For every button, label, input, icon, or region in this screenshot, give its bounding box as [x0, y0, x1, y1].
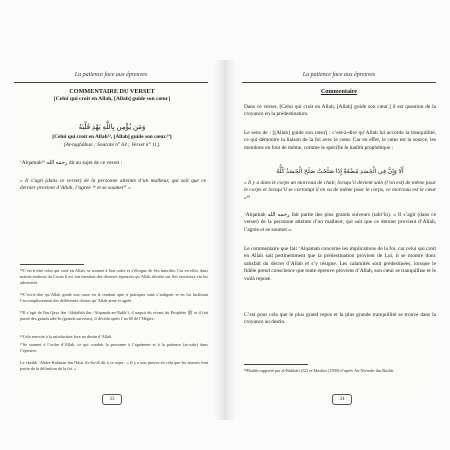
footnote-14: ¹⁴C’est-à-dire qu’Allah guide son cœur en le rendant apte à pratiquer sans s’indigner et en lui facilitant l’accomplissement des différentes choses qu’Allah aime et agrée. — [20, 292, 208, 303]
footnote-15: ¹⁵Il s’agit de Ibn Qays ibn ‘Abdallah ibn ‘Alqamah an-Nakh‘î, il naquit du vivant du Prophète ﷺ et il fait partie des grands tâbi‘în (grands suiveurs), il décéda après l’an 60 de l’Hégire. — [20, 310, 208, 321]
footnote-13: ¹³C’est-à-dire celui qui croit en Allah, se soumet à Son ordre et s’éloigne de Ses interdits. Car en effet, dans maints endroits du Coran il est fait mention des diverses épreuves qu’Allah décrète sur Ses serviteurs via les adversités. — [20, 268, 208, 285]
right-paragraph-5: C’est pour cela que le plus grand repos et la plus grande tranquillité se trouve dans la croyance au destin. — [244, 312, 436, 326]
right-footnote-rule — [244, 364, 308, 365]
alqamah-quote: « Il s’agit (dans ce verset) de la personne atteinte d’un malheur, qui sait que ce dernier provient d’Allah, l’agrée ¹⁶ et se soumet¹⁷ » — [20, 178, 206, 192]
footnote-17: ¹⁷Se soumet à l’ordre d’Allah, ce qui conduit la personne à l’agrément et à la patience (as-sabr) dans l’épreuve. — [20, 342, 208, 353]
right-paragraph-3: ‘Alqamah رحمه الله fait partie des plus grands suiveurs (tabi‘în). « Il s’agit (dans ce verset) de la personne atteinte d’un malheur, qui sait que ce dernier provient d’Allah, l’agrée et se soumet ». — [244, 212, 437, 233]
left-page — [6, 68, 216, 408]
footnote-16: ¹⁶Cela renvoie à la satisfaction face au destin d’Allah. — [20, 334, 113, 339]
left-footnote-rule — [20, 264, 84, 265]
right-page-number: 34 — [332, 394, 352, 405]
footnote-18: ¹⁸Hadith rapporté par al-Bukhârî (52) et Muslim (1599) d’après An-Nu‘mân ibn Bachîr. — [244, 368, 395, 373]
right-paragraph-2: Le sens de : [[Allah] guide son cœur] : c’est-à-dire qu’Allah lui accorde la tranquillité, ce qui démontre la liaison de la foi avec le cœur. Car en effet, le cœur est la source, les membres en font de même, comme le spécifie le hadith prophétique : — [244, 130, 436, 151]
arabic-hadith: أَلَا وَإِنَّ فِي الْجَسَدِ مُضْغَةً إِذَا صَلَحَتْ صَلَحَ الْجَسَدُ كُلُّهُ — [276, 168, 404, 175]
left-page-number: 33 — [102, 394, 122, 405]
right-running-header: La patience face aux épreuves — [302, 72, 376, 78]
right-paragraph-1: Dans ce verset, [Celui qui croit en Allah, [Allah] guide son cœur.] il est question de la croyance en la prédestination. — [244, 104, 436, 118]
verse-reference: [At-taghâbun ; Sourate n° 64 ; Verset n° 11]. — [63, 142, 161, 148]
arabic-verse: وَمَن يُؤْمِن بِاللَّهِ يَهْدِ قَلْبَهُ — [78, 123, 146, 131]
left-running-header: La patience face aux épreuves — [74, 72, 148, 78]
book-gutter — [214, 60, 236, 420]
footnote-sadi: Le cheikh ‘Abder-Rahman ibn Nâsir As-Sa‘dî dit à ce sujet : « Il y a une preuve en cela que les œuvres font partie de la définition de la foi. » — [20, 360, 208, 371]
right-paragraph-4: Le commentaire que fait ‘Alqamah concerne les implications de la foi, car celui qui croit en Allah sait pertinemment que la prédestination provient de Lui, il se montre donc satisfait du décret d’Allah et s’y résigne. Les calamités sont prédestinées, lorsque le fidèle prend conscience que toute épreuve provient d’Allah, son cœur se tranquillise et le voilà reposé. — [244, 246, 436, 282]
left-title: COMMENTAIRE DU VERSET — [69, 88, 155, 95]
right-section-title: Commentaire — [320, 88, 358, 95]
hadith-translation: « Il y a dans le corps un morceau de chair, lorsqu’il devient sain (l’on est) de même pour le corps et lorsqu’il se corrompt il en va de même pour le corps, ce morceau est le cœur »¹⁸ — [244, 180, 436, 201]
left-header-rule — [14, 82, 208, 83]
left-intro: ‘Alqamah¹⁵ رحمه الله dit au sujet de ce verset : — [20, 160, 123, 166]
right-page — [234, 68, 444, 408]
verse-translation: [Celui qui croit en Allah¹³, [Allah] guide son cœur.¹⁴] — [52, 134, 172, 140]
right-header-rule — [242, 82, 436, 83]
left-subtitle: [Celui qui croit en Allah, [Allah] guide son cœur] — [53, 96, 171, 102]
